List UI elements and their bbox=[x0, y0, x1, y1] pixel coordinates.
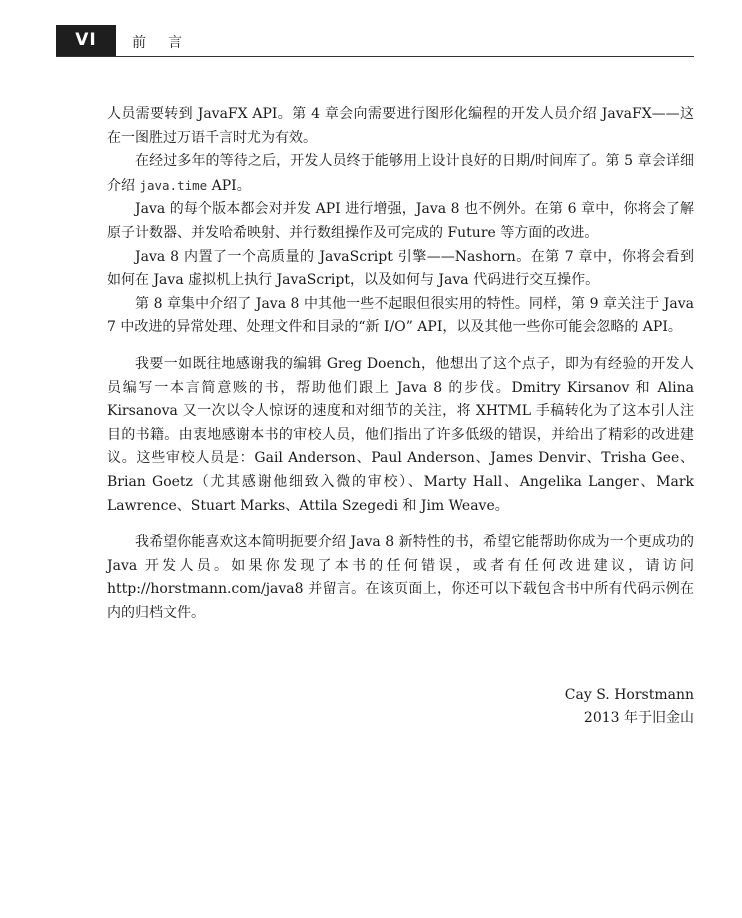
paragraph-closing: 我希望你能喜欢这本简明扼要介绍 Java 8 新特性的书，希望它能帮助你成为一个更成功的 Java 开发人员。如果你发现了本书的任何错误，或者有任何改进建议，请访问 http://horstmann.com/java8 并留言。在该页面上，你还可以下载包含书中所有代码示例在内的归档文件。 bbox=[107, 534, 694, 621]
paragraph-acknowledgements: 我要一如既往地感谢我的编辑 Greg Doench，他想出了这个点子，即为有经验的开发人员编写一本言简意赅的书，帮助他们跟上 Java 8 的步伐。Dmitry Kirsanov 和 Alina Kirsanova 又一次以令人惊讶的速度和对细节的关注，将 XHTML 手稿转化为了这本引人注目的书籍。由衷地感谢本书的审校人员，他们指出了许多低级的错误，并给出了精彩的改进建议。这些审校人员是：Gail Anderson、Paul Anderson、James Denvir、Trisha Gee、Brian Goetz（尤其感谢他细致入微的审校）、Marty Hall、Angelika Langer、Mark Lawrence、Stuart Marks、Attila Szegedi 和 Jim Weave。 bbox=[107, 355, 694, 514]
paragraph-datetime bbox=[107, 150, 694, 198]
signature-block bbox=[565, 684, 694, 730]
code-java-time: java.time bbox=[139, 177, 208, 193]
signature-author: Cay S. Horstmann bbox=[564, 687, 694, 703]
body-text bbox=[107, 103, 694, 625]
paragraph-javafx: 人员需要转到 JavaFX API。第 4 章会向需要进行图形化编程的开发人员介绍 JavaFX——这在一图胜过万语千言时尤为有效。 bbox=[107, 106, 694, 146]
paragraph-nashorn: Java 8 内置了一个高质量的 JavaScript 引擎——Nashorn。在第 7 章中，你将会看到如何在 Java 虚拟机上执行 JavaScript，以及如何与 Java 代码进行交互操作。 bbox=[107, 248, 694, 289]
paragraph-datetime-tail: API。 bbox=[207, 177, 251, 194]
page-header bbox=[56, 25, 694, 59]
paragraph-other-features: 第 8 章集中介绍了 Java 8 中其他一些不起眼但很实用的特性。同样，第 9 章关注于 Java 7 中改进的异常处理、处理文件和目录的“新 I/O” API，以及其他一些你可能会忽略的 API。 bbox=[107, 295, 694, 336]
section-title: 前言 bbox=[132, 35, 204, 51]
paragraph-datetime-text: 在经过多年的等待之后，开发人员终于能够用上设计良好的日期/时间库了。第 5 章会详细介绍 bbox=[107, 153, 694, 194]
header-rule bbox=[56, 56, 694, 57]
signature-date-place: 2013 年于旧金山 bbox=[583, 710, 694, 726]
paragraph-concurrency: Java 的每个版本都会对并发 API 进行增强，Java 8 也不例外。在第 6 章中，你将会了解原子计数器、并发哈希映射、并行数组操作及可完成的 Future 等方面的改进。 bbox=[107, 201, 694, 241]
page-number-badge: VI bbox=[56, 25, 116, 56]
